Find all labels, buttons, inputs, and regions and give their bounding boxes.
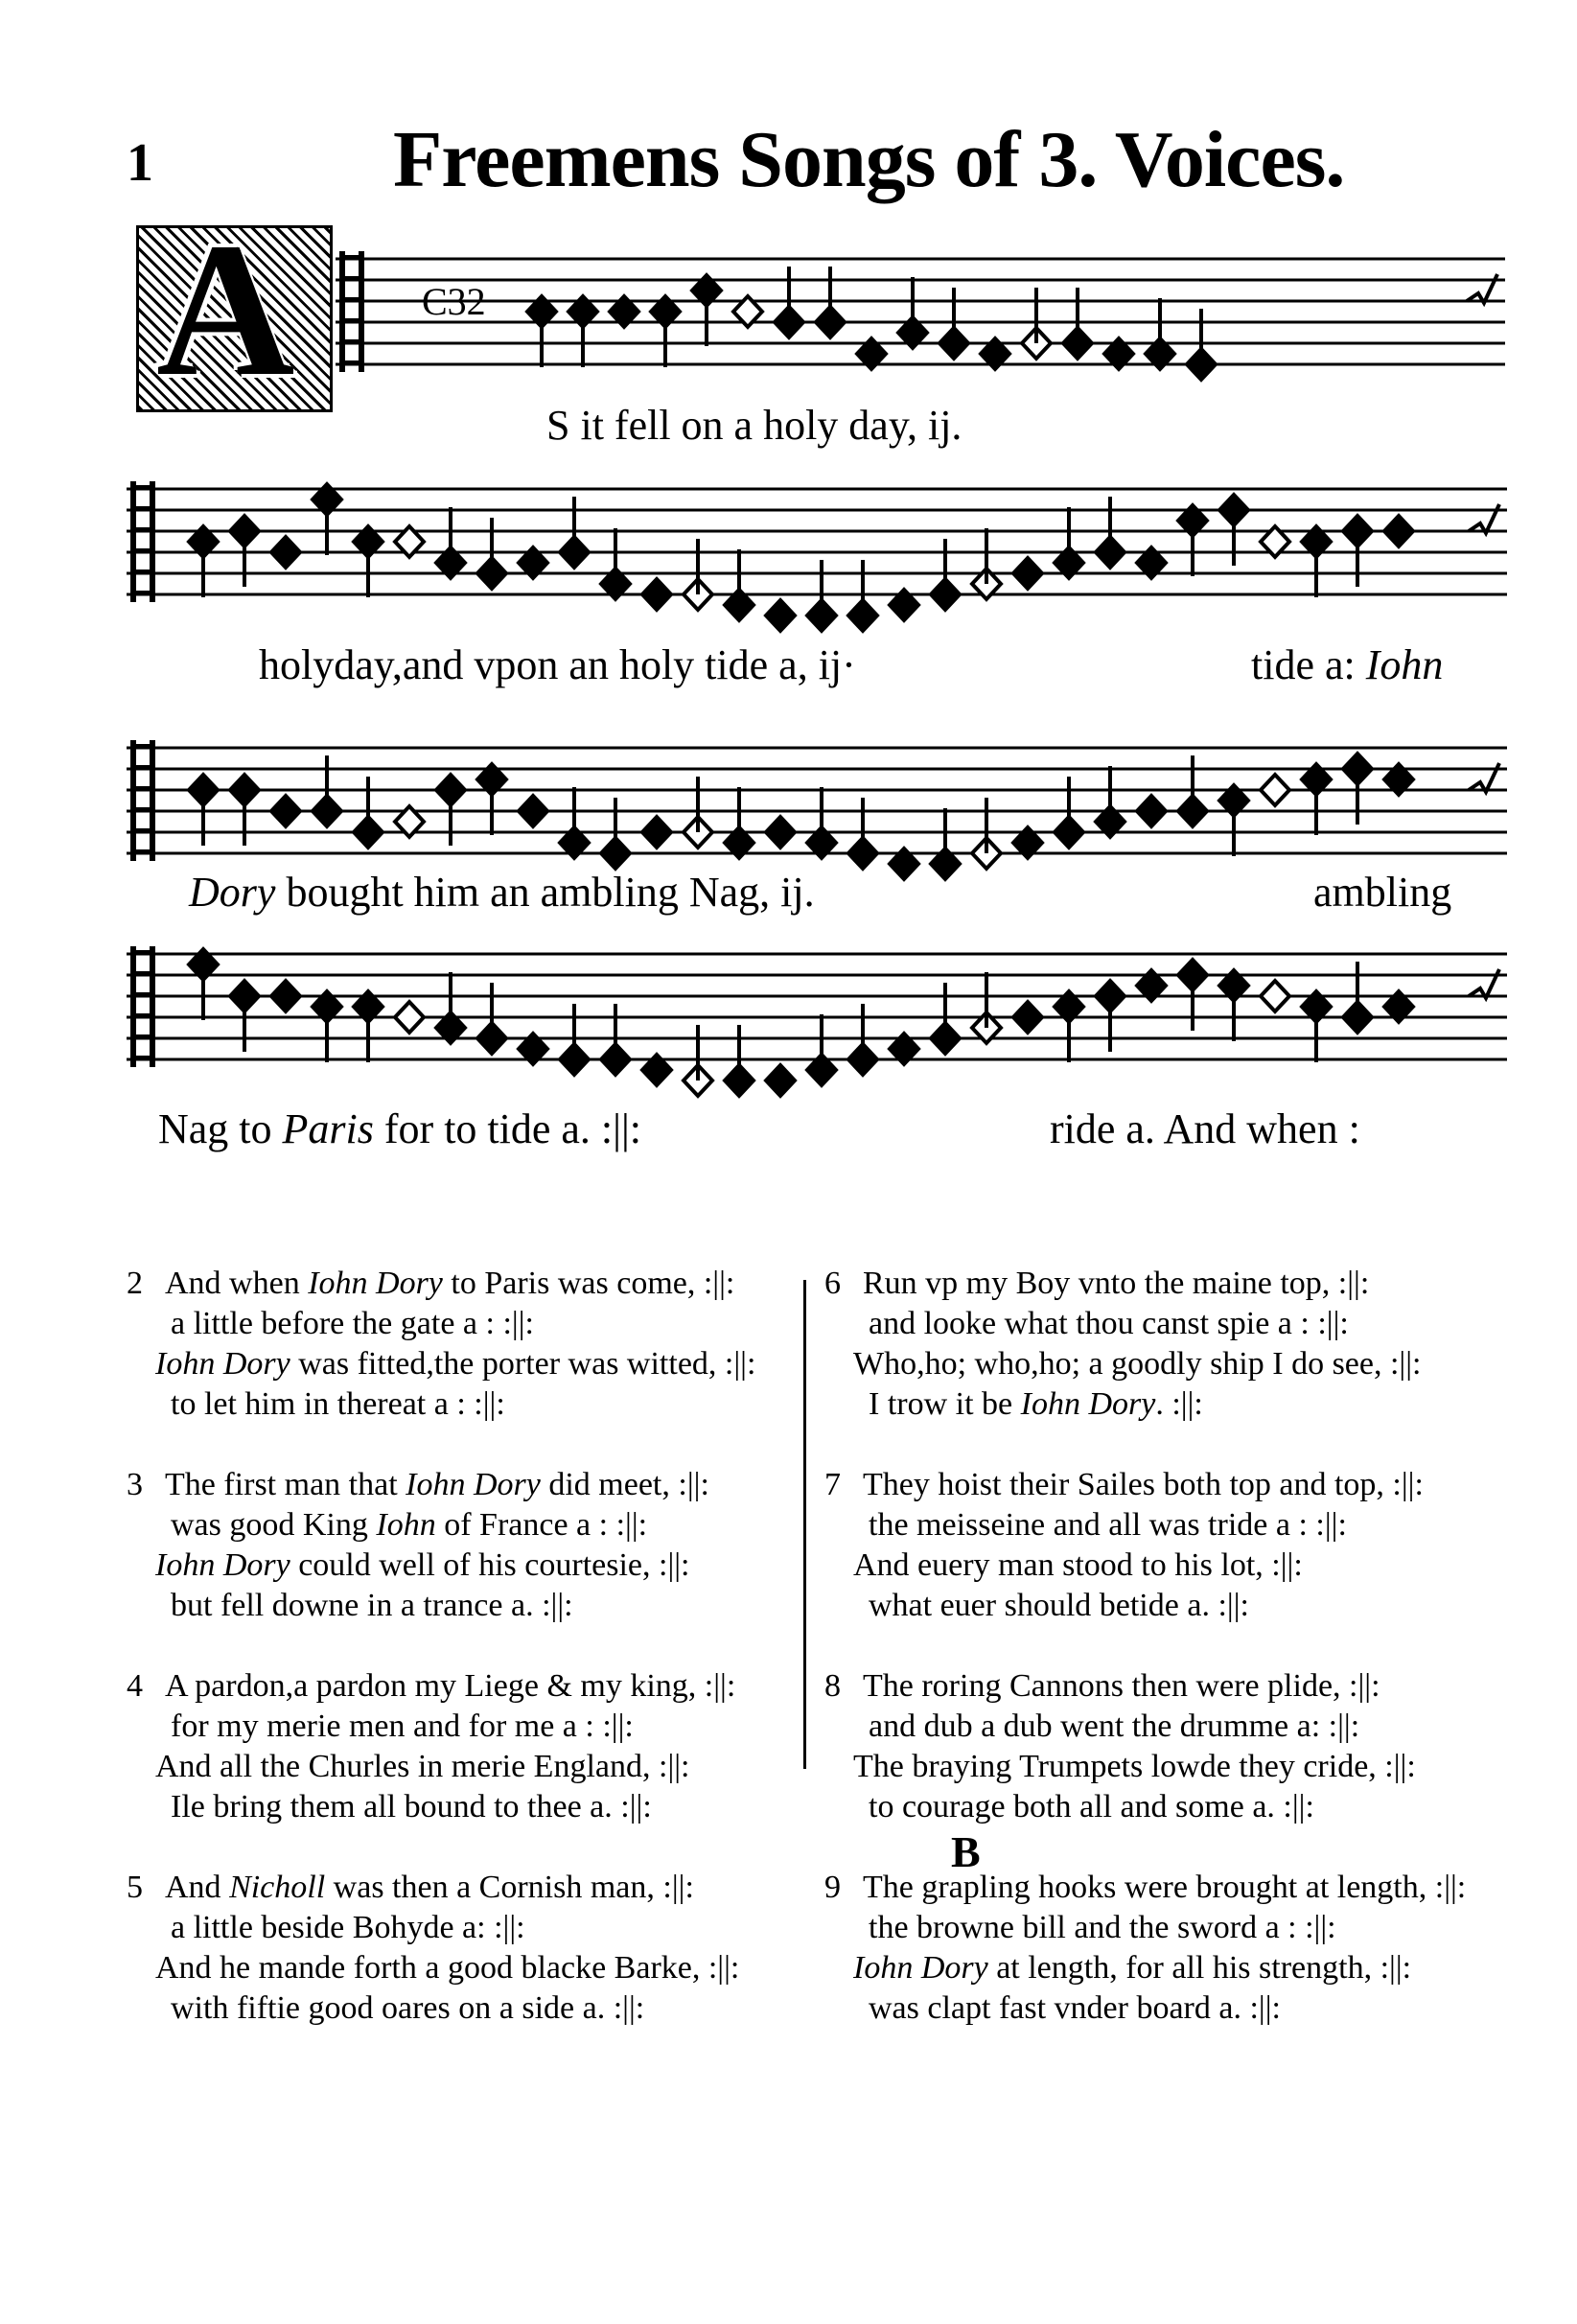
- music-note: [642, 579, 671, 610]
- verse-text: and dub a dub went the drumme a: :||:: [869, 1708, 1360, 1744]
- music-note: [766, 1065, 795, 1096]
- verse-line: [824, 1707, 1515, 1747]
- verse-stanza: [127, 1264, 798, 1425]
- lyric-text: for to tide a. :||:: [373, 1105, 641, 1152]
- lyric-line-1: [546, 401, 962, 450]
- verse-text: the browne bill and the sword a : :||:: [869, 1910, 1336, 1945]
- staff-2-svg: [127, 436, 1507, 657]
- page-number: 1: [127, 133, 153, 193]
- verse-text-italic: Iohn Dory: [155, 1547, 290, 1583]
- music-note: [527, 296, 556, 367]
- verse-text: Who,ho; who,ho; a goodly ship I do see, :||:: [853, 1346, 1422, 1382]
- music-note: [1055, 991, 1083, 1062]
- verse-text: was clapt fast vnder board a. :||:: [869, 1990, 1281, 2026]
- music-note: [313, 991, 341, 1062]
- verse-number: 6: [824, 1266, 841, 1301]
- music-note: [568, 296, 597, 367]
- music-note: [189, 949, 218, 1020]
- music-note: [766, 600, 795, 631]
- verse-stanza: [127, 1868, 798, 2029]
- staff-1-svg: [336, 221, 1505, 431]
- verse-text: was good King: [171, 1507, 377, 1543]
- verse-text-italic: Iohn Dory: [308, 1266, 443, 1301]
- verse-line: [127, 1264, 798, 1304]
- verse-text: a little beside Bohyde a: :||:: [171, 1910, 525, 1945]
- verse-number: 5: [127, 1870, 143, 1905]
- verse-text: was then a Cornish man, :||:: [325, 1870, 694, 1905]
- music-note: [354, 526, 383, 597]
- music-note: [560, 787, 589, 858]
- music-note: [642, 817, 671, 848]
- verse-text: And he mande forth a good blacke Barke, :||:: [155, 1950, 740, 1986]
- verse-stanza: [127, 1666, 798, 1827]
- verse-line: [824, 1988, 1515, 2029]
- verse-number: 4: [127, 1668, 143, 1704]
- verse-number: 2: [127, 1266, 143, 1301]
- music-note: [651, 296, 680, 367]
- music-note: [1219, 970, 1248, 1041]
- music-note: [1055, 507, 1083, 578]
- music-note: [931, 808, 960, 879]
- verse-text: The first man that: [165, 1467, 406, 1502]
- verse-text-italic: Iohn Dory: [1020, 1386, 1156, 1422]
- music-note: [477, 764, 506, 835]
- verse-text-italic: Iohn Dory: [155, 1346, 290, 1382]
- verse-line: [824, 1666, 1515, 1707]
- lyric-text: ride a. And when :: [1050, 1105, 1360, 1152]
- music-note: [271, 796, 300, 826]
- verse-line: [127, 1787, 798, 1827]
- verse-text-italic: Iohn Dory: [406, 1467, 541, 1502]
- verse-number: 8: [824, 1668, 841, 1704]
- music-note: [1137, 796, 1166, 826]
- lyric-text: S it fell on a holy day, ij.: [546, 402, 962, 449]
- clef-bracket: [130, 740, 155, 861]
- verse-line: [127, 1747, 798, 1787]
- ornamental-drop-cap: [136, 204, 333, 416]
- verse-line: [824, 1505, 1515, 1545]
- verse-text: and looke what thou canst spie a : :||:: [869, 1306, 1349, 1341]
- verse-text: a little before the gate a : :||:: [171, 1306, 534, 1341]
- music-note: [189, 526, 218, 597]
- music-note: [519, 796, 547, 826]
- lyric-text-italic: Iohn: [1365, 641, 1444, 688]
- verse-line: [824, 1868, 1515, 1908]
- music-note: [807, 787, 836, 858]
- verse-line: [824, 1948, 1515, 1988]
- verse-text: . :||:: [1155, 1386, 1203, 1422]
- clef-bracket: [339, 251, 364, 372]
- verse-text: I trow it be: [869, 1386, 1021, 1422]
- verse-number: 7: [824, 1467, 841, 1502]
- music-note: [1096, 766, 1125, 837]
- lyric-text: ambling: [1313, 869, 1452, 916]
- staff-4-svg: [127, 916, 1507, 1136]
- verse-line: [127, 1586, 798, 1626]
- music-note: [725, 787, 754, 858]
- column-divider: [803, 1280, 806, 1769]
- verse-text-italic: Iohn Dory: [853, 1950, 988, 1986]
- verse-line: [824, 1545, 1515, 1586]
- music-note: [1302, 991, 1331, 1062]
- verse-line: [824, 1465, 1515, 1505]
- music-note: [313, 484, 341, 555]
- music-note: [1146, 298, 1174, 369]
- verse-text: And euery man stood to his lot, :||:: [853, 1547, 1303, 1583]
- lyric-line-2b: [1251, 640, 1443, 689]
- verse-text: the meisseine and all was tride a : :||:: [869, 1507, 1347, 1543]
- verses-right-column: [824, 1264, 1515, 2069]
- page-title: Freemens Songs of 3. Voices.: [393, 115, 1345, 204]
- clef-bracket: [130, 481, 155, 602]
- music-note: [725, 549, 754, 620]
- verse-line: [127, 1868, 798, 1908]
- verse-line: [824, 1384, 1515, 1425]
- verse-stanza: [824, 1465, 1515, 1626]
- music-note: [1261, 981, 1289, 1011]
- verse-stanza: [824, 1264, 1515, 1425]
- verses-left-column: [127, 1264, 798, 2069]
- verse-line: [824, 1747, 1515, 1787]
- lyric-line-2: [259, 640, 856, 689]
- music-note: [972, 972, 1001, 1043]
- lyric-text: holyday,and vpon an holy tide a, ij·: [259, 641, 856, 688]
- verse-line: [127, 1707, 798, 1747]
- music-staff-4: [127, 916, 1507, 1136]
- verse-line: [824, 1787, 1515, 1827]
- lyric-text-italic: Paris: [282, 1105, 374, 1152]
- verse-text: but fell downe in a trance a. :||:: [171, 1588, 573, 1623]
- lyric-text: tide a:: [1251, 641, 1366, 688]
- verse-line: [127, 1948, 798, 1988]
- verse-line: [824, 1304, 1515, 1344]
- music-note: [692, 275, 721, 346]
- verse-line: [824, 1908, 1515, 1948]
- verse-text: The grapling hooks were brought at length, :||:: [863, 1870, 1467, 1905]
- clef-bracket: [130, 946, 155, 1067]
- music-note: [354, 991, 383, 1062]
- music-note: [436, 972, 465, 1043]
- music-note: [1261, 775, 1289, 805]
- music-note: [271, 537, 300, 568]
- music-note: [1178, 505, 1207, 576]
- music-note: [972, 528, 1001, 599]
- drop-cap-letter: A: [156, 204, 295, 416]
- verse-line: [127, 1545, 798, 1586]
- verse-line: [127, 1304, 798, 1344]
- music-note: [436, 507, 465, 578]
- verse-line: [824, 1344, 1515, 1384]
- music-note: [1219, 785, 1248, 856]
- verse-line: [127, 1344, 798, 1384]
- verse-text: to courage both all and some a. :||:: [869, 1789, 1314, 1824]
- music-staff-2: [127, 436, 1507, 657]
- verse-line: [127, 1908, 798, 1948]
- verse-text: Ile bring them all bound to thee a. :||:: [171, 1789, 652, 1824]
- verse-text: for my merie men and for me a : :||:: [171, 1708, 634, 1744]
- mensuration-sign: C32: [422, 280, 486, 323]
- verse-text: was fitted,the porter was witted, :||:: [290, 1346, 756, 1382]
- verse-text: to let him in thereat a : :||:: [171, 1386, 505, 1422]
- verse-text: did meet, :||:: [540, 1467, 709, 1502]
- lyric-text: Nag to: [158, 1105, 283, 1152]
- verse-number: 3: [127, 1467, 143, 1502]
- verse-text: The braying Trumpets lowde they cride, :||:: [853, 1749, 1416, 1784]
- lyric-text: bought him an ambling Nag, ij.: [275, 869, 815, 916]
- verse-stanza: [127, 1465, 798, 1626]
- music-note: [395, 1002, 424, 1033]
- verse-line: [127, 1465, 798, 1505]
- verse-line: [824, 1586, 1515, 1626]
- music-note: [807, 1014, 836, 1085]
- verse-number: 9: [824, 1870, 841, 1905]
- verse-text-italic: Iohn: [376, 1507, 436, 1543]
- verse-line: [824, 1264, 1515, 1304]
- verse-line: [127, 1505, 798, 1545]
- verse-text: of France a : :||:: [435, 1507, 648, 1543]
- music-note: [1302, 764, 1331, 835]
- lyric-line-4b: [1050, 1104, 1360, 1153]
- verse-text: A pardon,a pardon my Liege & my king, :||:: [165, 1668, 736, 1704]
- verse-text-italic: Nicholl: [229, 1870, 326, 1905]
- lyric-text-italic: Dory: [189, 869, 276, 916]
- verse-line: [127, 1384, 798, 1425]
- music-note: [766, 817, 795, 848]
- verse-text: Run vp my Boy vnto the maine top, :||:: [863, 1266, 1370, 1301]
- music-note: [1384, 516, 1413, 546]
- lyric-line-4: [158, 1104, 641, 1153]
- music-note: [1013, 558, 1042, 589]
- verse-text: what euer should betide a. :||:: [869, 1588, 1249, 1623]
- lyric-line-3b: [1313, 868, 1451, 917]
- verse-stanza: [824, 1868, 1515, 2029]
- verse-line: [127, 1988, 798, 2029]
- music-note: [601, 528, 630, 599]
- music-staff-1: [336, 221, 1505, 431]
- verse-text: to Paris was come, :||:: [442, 1266, 735, 1301]
- music-note: [898, 277, 927, 348]
- signature-mark: B: [951, 1827, 981, 1876]
- verse-text: And all the Churles in merie England, :||:: [155, 1749, 690, 1784]
- verse-text: And when: [165, 1266, 309, 1301]
- verse-text: at length, for all his strength, :||:: [987, 1950, 1412, 1986]
- lyric-line-3: [189, 868, 815, 917]
- music-note: [271, 981, 300, 1011]
- verse-stanza: [824, 1666, 1515, 1827]
- verse-text: with fiftie good oares on a side a. :||:: [171, 1990, 645, 2026]
- verse-line: [127, 1666, 798, 1707]
- music-note: [1302, 526, 1331, 597]
- verse-text: The roring Cannons then were plide, :||:: [863, 1668, 1380, 1704]
- verse-text: And: [165, 1870, 230, 1905]
- verse-text: could well of his courtesie, :||:: [290, 1547, 690, 1583]
- music-note: [1013, 1002, 1042, 1033]
- verse-text: They hoist their Sailes both top and top, :||:: [863, 1467, 1424, 1502]
